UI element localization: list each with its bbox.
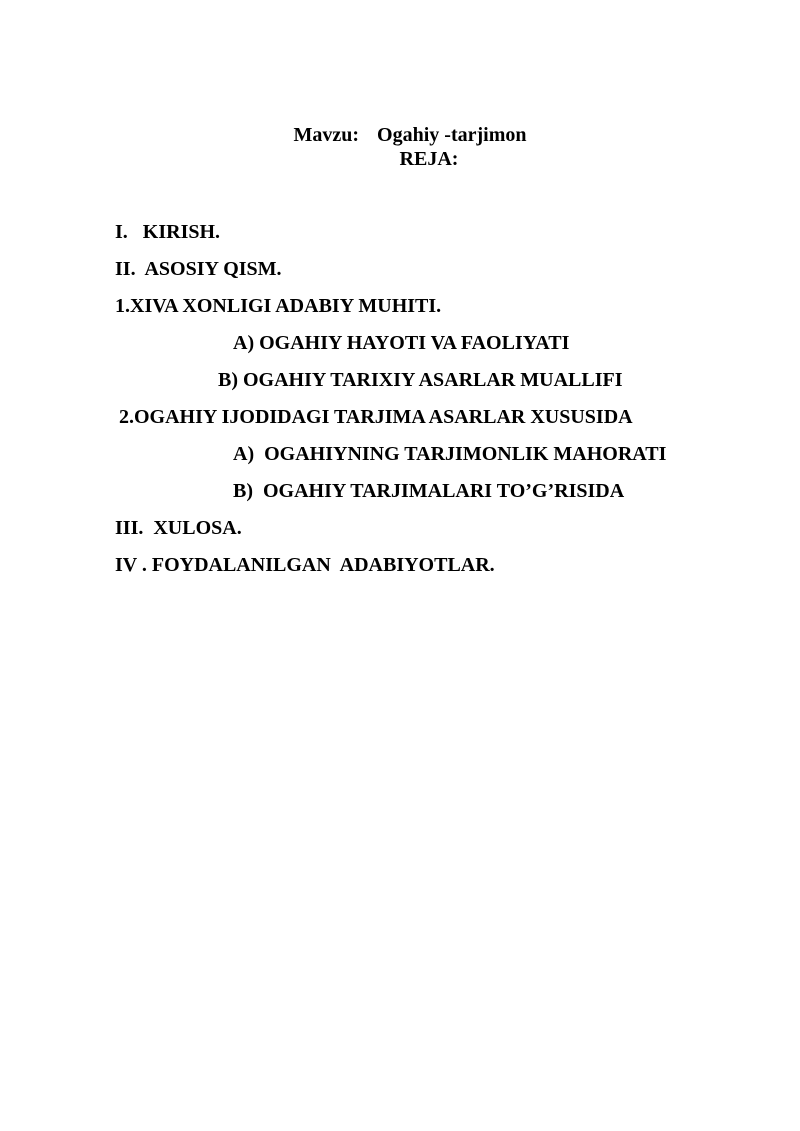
outline-item-introduction: I. KIRISH. [115, 221, 221, 243]
outline-subitem-2a: A) OGAHIYNING TARJIMONLIK MAHORATI [233, 443, 667, 465]
outline-subitem-2b: B) OGAHIY TARJIMALARI TO’G’RISIDA [233, 480, 625, 502]
plan-heading: REJA: [399, 148, 459, 170]
outline-item-section-1: 1.XIVA XONLIGI ADABIY MUHITI. [115, 295, 442, 317]
outline-item-section-2: 2.OGAHIY IJODIDAGI TARJIMA ASARLAR XUSUSIDA [119, 406, 633, 428]
outline-item-conclusion: III. XULOSA. [115, 517, 242, 539]
outline-subitem-1a: A) OGAHIY HAYOTI VA FAOLIYATI [233, 332, 570, 354]
outline-subitem-1b: B) OGAHIY TARIXIY ASARLAR MUALLIFI [218, 369, 623, 391]
outline-item-references: IV . FOYDALANILGAN ADABIYOTLAR. [115, 554, 495, 576]
outline-item-main-part: II. ASOSIY QISM. [115, 258, 282, 280]
title-label: Mavzu: [293, 124, 360, 146]
title-value: Ogahiy -tarjimon [377, 124, 527, 146]
